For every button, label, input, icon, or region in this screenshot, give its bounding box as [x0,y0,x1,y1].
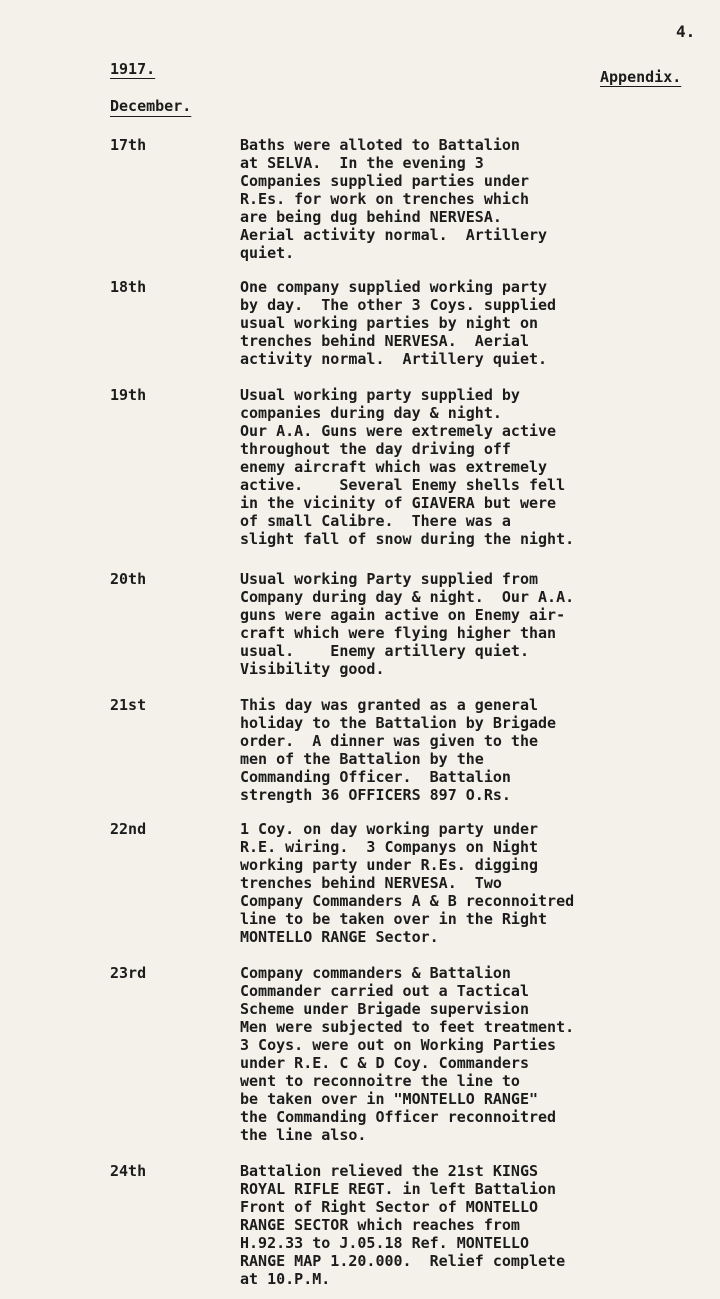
entry-text [240,696,556,804]
entry-line: holiday to the Battalion by Brigade [240,714,557,732]
entry-line: This day was granted as a general [240,696,539,714]
entry-line: are being dug behind NERVESA. [240,208,502,226]
entry-line: RANGE SECTOR which reaches from [240,1216,520,1234]
entry-line: went to reconnoitre the line to [240,1072,520,1090]
entry-line: Our A.A. Guns were extremely active [240,422,557,440]
entry-line: usual working parties by night on [240,314,539,332]
entry-line: R.E. wiring. 3 Companys on Night [240,838,539,856]
month-heading: December. [110,97,192,115]
entry-line: ROYAL RIFLE REGT. in left Battalion [240,1180,557,1198]
page-number: 4. [676,22,696,41]
entry-line: companies during day & night. [240,404,502,422]
entry-text [240,136,547,262]
appendix-heading: Appendix. [600,68,682,86]
entry-line: H.92.33 to J.05.18 Ref. MONTELLO [240,1234,529,1252]
entry-text [240,278,556,368]
entry-date: 17th [110,136,147,154]
entry-text [240,570,574,678]
entry-line: line to be taken over in the Right [240,910,548,928]
entry-line: under R.E. C & D Coy. Commanders [240,1054,529,1072]
entry-text [240,964,574,1144]
entry-date: 22nd [110,820,147,838]
entry-line: enemy aircraft which was extremely [240,458,548,476]
entry-line: trenches behind NERVESA. Aerial [240,332,529,350]
entry-line: Visibility good. [240,660,385,678]
entry-line: RANGE MAP 1.20.000. Relief complete [240,1252,566,1270]
entry-line: men of the Battalion by the [240,750,484,768]
entry-line: Aerial activity normal. Artillery [240,226,548,244]
entry-line: be taken over in "MONTELLO RANGE" [240,1090,539,1108]
entry-line: Men were subjected to feet treatment. [240,1018,575,1036]
entry-line: 3 Coys. were out on Working Parties [240,1036,557,1054]
entry-date: 20th [110,570,147,588]
entry-line: 1 Coy. on day working party under [240,820,539,838]
entry-line: craft which were flying higher than [240,624,557,642]
entry-line: active. Several Enemy shells fell [240,476,566,494]
entry-line: Battalion relieved the 21st KINGS [240,1162,539,1180]
entry-line: at SELVA. In the evening 3 [240,154,484,172]
entry-line: R.Es. for work on trenches which [240,190,529,208]
entry-date: 18th [110,278,147,296]
entry-date: 24th [110,1162,147,1180]
entry-line: trenches behind NERVESA. Two [240,874,502,892]
entry-text [240,386,574,548]
entry-text [240,820,574,946]
year-heading: 1917. [110,60,156,78]
entry-line: working party under R.Es. digging [240,856,539,874]
entry-line: quiet. [240,244,295,262]
entry-line: Front of Right Sector of MONTELLO [240,1198,539,1216]
entry-line: order. A dinner was given to the [240,732,539,750]
entry-line: at 10.P.M. [240,1270,331,1288]
entry-line: the Commanding Officer reconnoitred [240,1108,557,1126]
entry-line: Usual working party supplied by [240,386,520,404]
entry-line: Company Commanders A & B reconnoitred [240,892,575,910]
entry-line: Baths were alloted to Battalion [240,136,520,154]
entry-line: strength 36 OFFICERS 897 O.Rs. [240,786,511,804]
entry-line: throughout the day driving off [240,440,511,458]
entry-line: usual. Enemy artillery quiet. [240,642,529,660]
entry-line: activity normal. Artillery quiet. [240,350,548,368]
entry-line: Company during day & night. Our A.A. [240,588,575,606]
entry-line: Scheme under Brigade supervision [240,1000,529,1018]
entry-line: of small Calibre. There was a [240,512,511,530]
entry-line: One company supplied working party [240,278,548,296]
entry-line: slight fall of snow during the night. [240,530,575,548]
entry-line: MONTELLO RANGE Sector. [240,928,439,946]
entry-line: by day. The other 3 Coys. supplied [240,296,557,314]
entry-line: guns were again active on Enemy air- [240,606,566,624]
entry-line: in the vicinity of GIAVERA but were [240,494,557,512]
entry-line: Commander carried out a Tactical [240,982,529,1000]
entry-line: Companies supplied parties under [240,172,529,190]
entry-text [240,1162,565,1288]
entry-line: Commanding Officer. Battalion [240,768,511,786]
entry-date: 23rd [110,964,147,982]
entry-line: Company commanders & Battalion [240,964,511,982]
entry-date: 19th [110,386,147,404]
entry-date: 21st [110,696,147,714]
entry-line: Usual working Party supplied from [240,570,539,588]
entry-line: the line also. [240,1126,367,1144]
